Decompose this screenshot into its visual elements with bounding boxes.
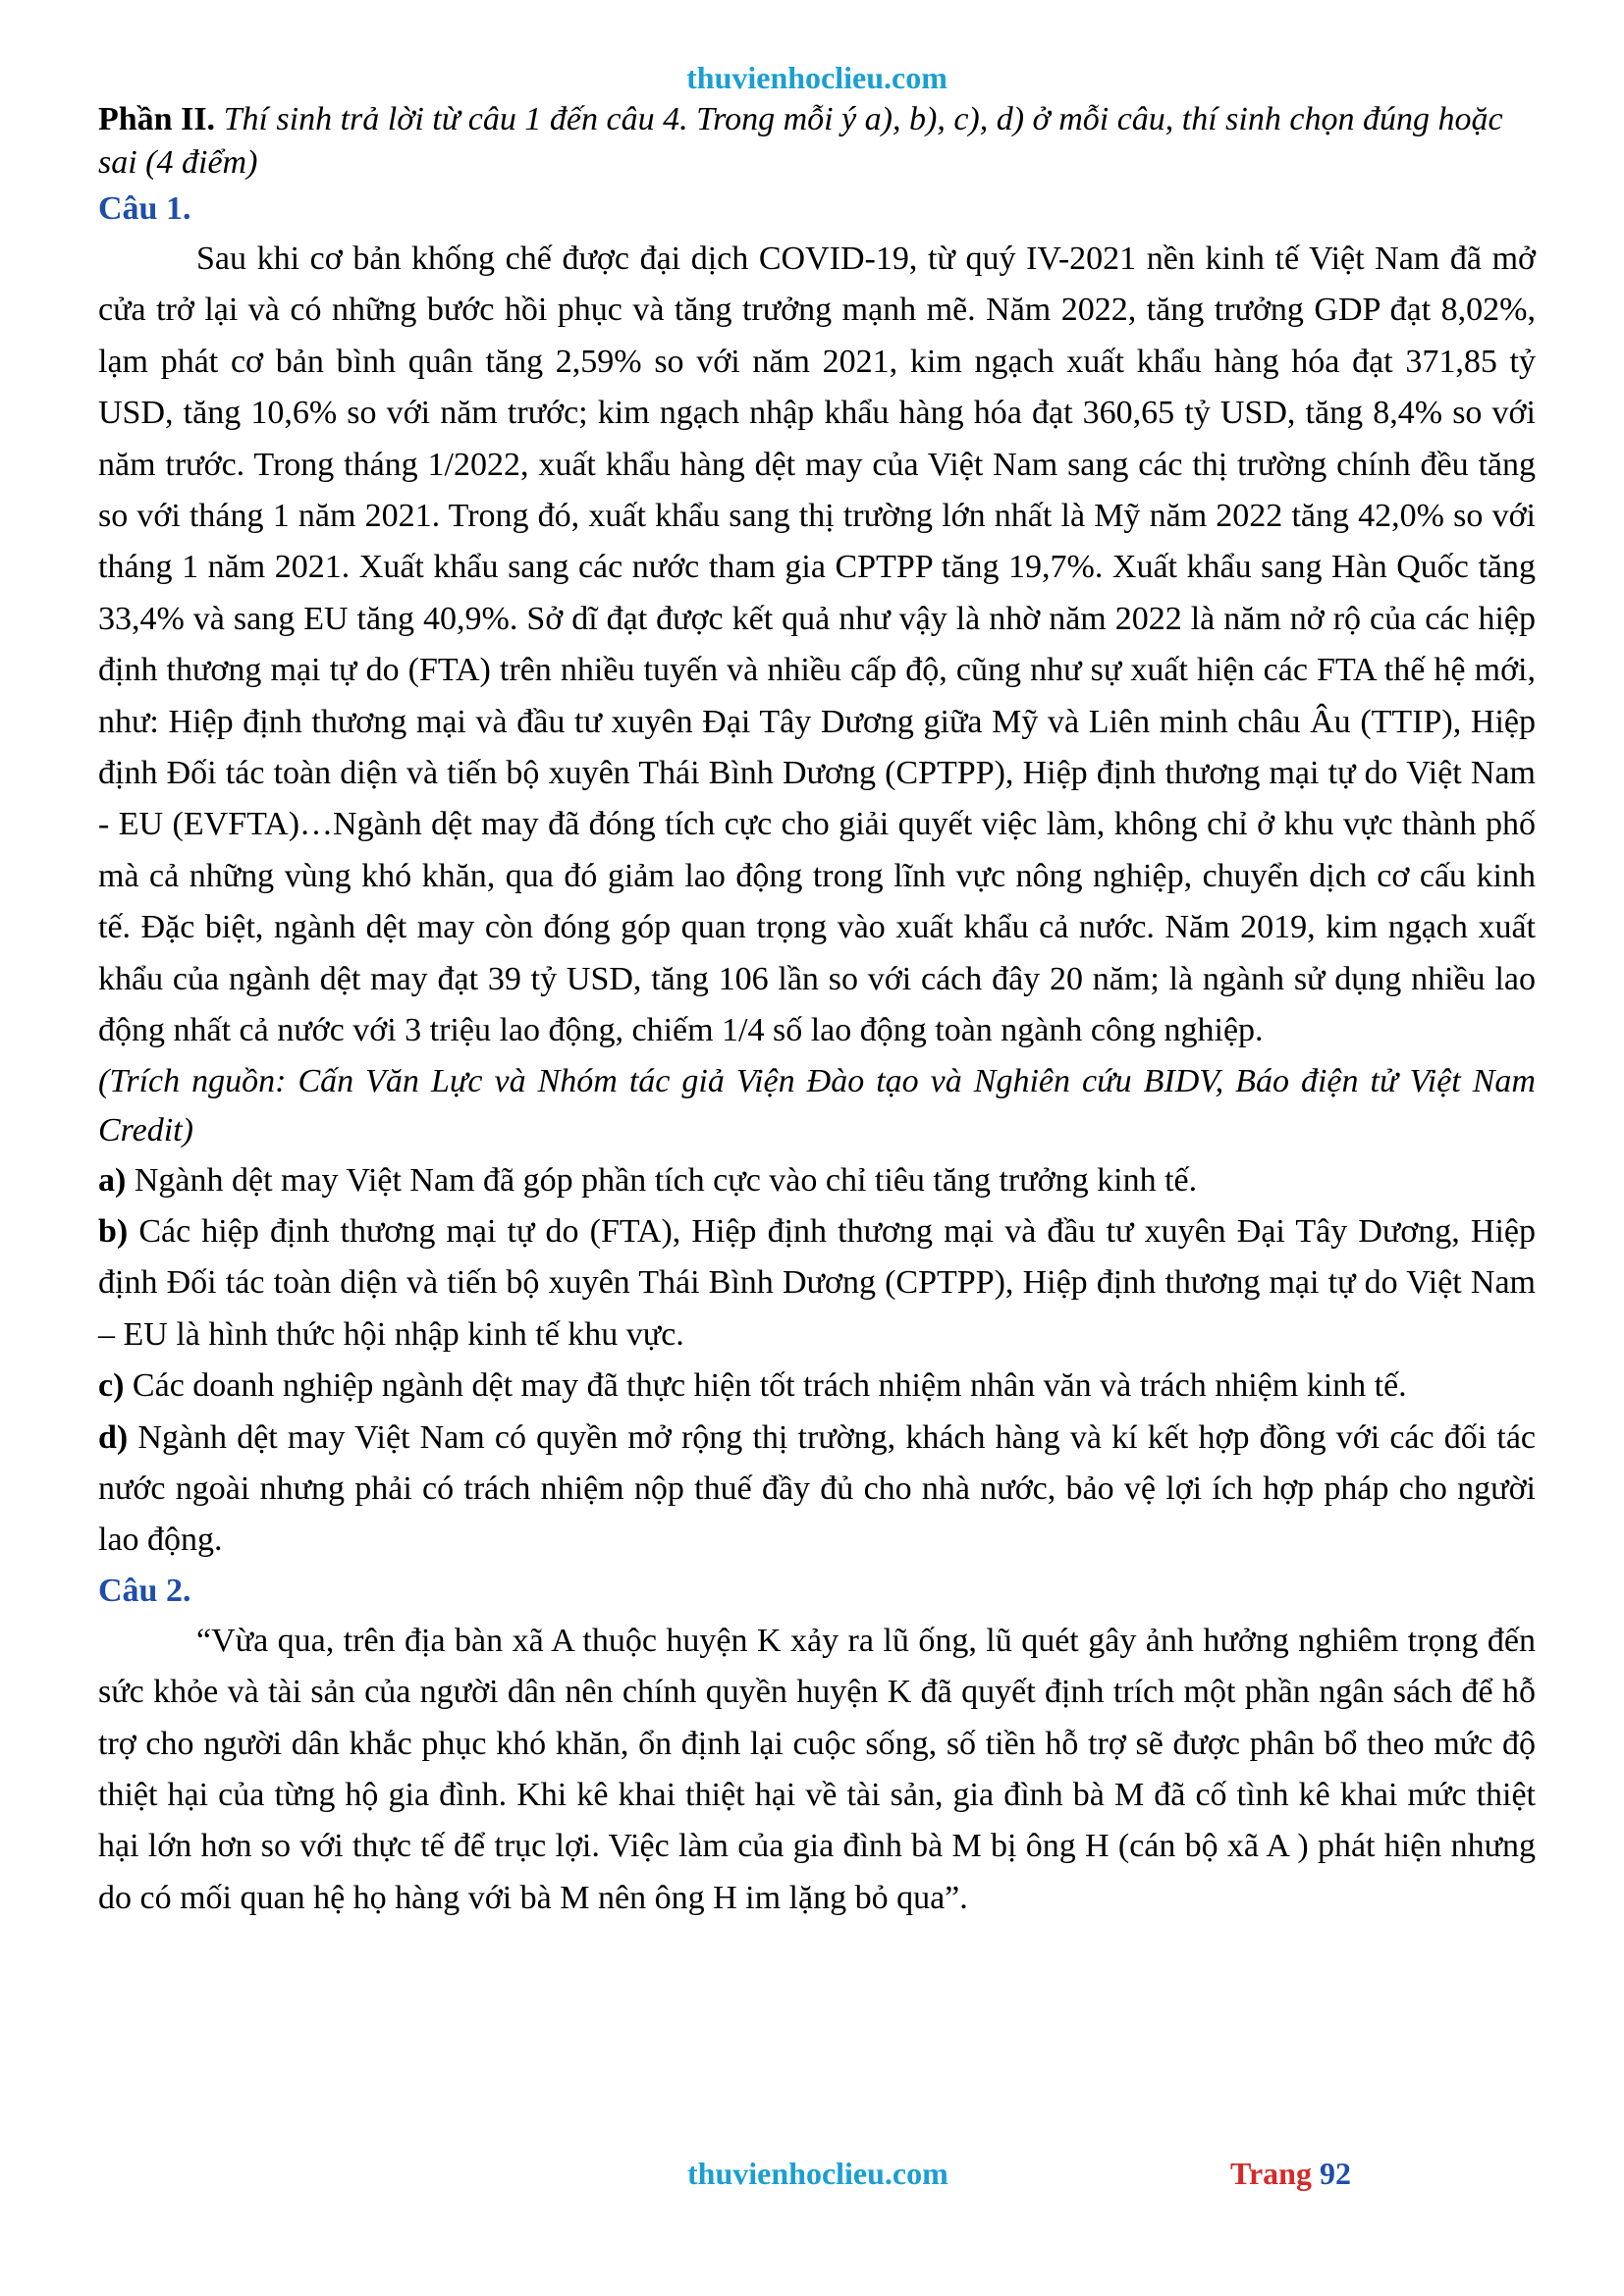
option-c <box>98 1361 1536 1412</box>
question-1-label: Câu 1. <box>98 190 191 227</box>
option-b <box>98 1206 1536 1361</box>
question-1-source: (Trích nguồn: Cấn Văn Lực và Nhóm tác giả Viện Đào tạo và Nghiên cứu BIDV, Báo điện tử Việt Nam Credit) <box>98 1062 1536 1148</box>
site-header[interactable]: thuvienhoclieu.com <box>686 60 947 95</box>
footer-site[interactable]: thuvienhoclieu.com <box>687 2156 948 2191</box>
footer-page-word: Trang <box>1230 2156 1312 2191</box>
option-d-label: d) <box>98 1418 129 1456</box>
option-d <box>98 1413 1536 1567</box>
page-footer <box>0 2156 1624 2205</box>
option-c-text: Các doanh nghiệp ngành dệt may đã thực hiện tốt trách nhiệm nhân văn và trách nhiệm kinh tế. <box>132 1367 1407 1405</box>
document-page <box>98 57 1536 1924</box>
option-a-label: a) <box>98 1161 127 1199</box>
question-1-passage: Sau khi cơ bản khống chế được đại dịch COVID-19, từ quý IV-2021 nền kinh tế Việt Nam đã mở cửa trở lại và có những bước hồi phục và tăng trưởng mạnh mẽ. Năm 2022, tăng trưởng GDP đạt 8,02%, lạm phát cơ bản bình quân tăng 2,59% so với năm 2021, kim ngạch xuất khẩu hàng hóa đạt 371,85 tỷ USD, tăng 10,6% so với năm trước; kim ngạch nhập khẩu hàng hóa đạt 360,65 tỷ USD, tăng 8,4% so với năm trước. Trong tháng 1/2022, xuất khẩu hàng dệt may của Việt Nam sang các thị trường chính đều tăng so với tháng 1 năm 2021. Trong đó, xuất khẩu sang thị trường lớn nhất là Mỹ năm 2022 tăng 42,0% so với tháng 1 năm 2021. Xuất khẩu sang các nước tham gia CPTPP tăng 19,7%. Xuất khẩu sang Hàn Quốc tăng 33,4% và sang EU tăng 40,9%. Sở dĩ đạt được kết quả như vậy là nhờ năm 2022 là năm nở rộ của các hiệp định thương mại tự do (FTA) trên nhiều tuyến và nhiều cấp độ, cũng như sự xuất hiện các FTA thế hệ mới, như: Hiệp định thương mại và đầu tư xuyên Đại Tây Dương giữa Mỹ và Liên minh châu Âu (TTIP), Hiệp định Đối tác toàn diện và tiến bộ xuyên Thái Bình Dương (CPTPP), Hiệp định thương mại tự do Việt Nam - EU (EVFTA)…Ngành dệt may đã đóng tích cực cho giải quyết việc làm, không chỉ ở khu vực thành phố mà cả những vùng khó khăn, qua đó giảm lao động trong lĩnh vực nông nghiệp, chuyển dịch cơ cấu kinh tế. Đặc biệt, ngành dệt may còn đóng góp quan trọng vào xuất khẩu cả nước. Năm 2019, kim ngạch xuất khẩu của ngành dệt may đạt 39 tỷ USD, tăng 106 lần so với cách đây 20 năm; là ngành sử dụng nhiều lao động nhất cả nước với 3 triệu lao động, chiếm 1/4 số lao động toàn ngành công nghiệp. <box>98 240 1536 1049</box>
footer-page-number <box>1230 2156 1351 2192</box>
option-c-label: c) <box>98 1367 125 1405</box>
option-d-text: Ngành dệt may Việt Nam có quyền mở rộng thị trường, khách hàng và kí kết hợp đồng với các đối tác nước ngoài nhưng phải có trách nhiệm nộp thuế đầy đủ cho nhà nước, bảo vệ lợi ích hợp pháp cho người lao động. <box>98 1418 1537 1559</box>
question-2-passage: “Vừa qua, trên địa bàn xã A thuộc huyện K xảy ra lũ ống, lũ quét gây ảnh hưởng nghiêm trọng đến sức khỏe và tài sản của người dân nên chính quyền huyện K đã quyết định trích một phần ngân sách để hỗ trợ cho người dân khắc phục khó khăn, ổn định lại cuộc sống, số tiền hỗ trợ sẽ được phân bổ theo mức độ thiệt hại của từng hộ gia đình. Khi kê khai thiệt hại về tài sản, gia đình bà M đã cố tình kê khai mức thiệt hại lớn hơn so với thực tế để trục lợi. Việc làm của gia đình bà M bị ông H (cán bộ xã A ) phát hiện nhưng do có mối quan hệ họ hàng với bà M nên ông H im lặng bỏ qua”. <box>98 1622 1536 1916</box>
part-label: Phần II. <box>98 101 216 137</box>
part-instruction: Thí sinh trả lời từ câu 1 đến câu 4. Trong mỗi ý a), b), c), d) ở mỗi câu, thí sinh chọn đúng hoặc sai (4 điểm) <box>98 101 1503 181</box>
option-b-text: Các hiệp định thương mại tự do (FTA), Hiệp định thương mại và đầu tư xuyên Đại Tây Dương, Hiệp định Đối tác toàn diện và tiến bộ xuyên Thái Bình Dương (CPTPP), Hiệp định thương mại tự do Việt Nam – EU là hình thức hội nhập kinh tế khu vực. <box>98 1212 1536 1353</box>
question-2-label: Câu 2. <box>98 1572 191 1609</box>
option-a-text: Ngành dệt may Việt Nam đã góp phần tích cực vào chỉ tiêu tăng trưởng kinh tế. <box>134 1161 1198 1199</box>
footer-page-value: 92 <box>1319 2156 1351 2191</box>
option-b-label: b) <box>98 1212 129 1250</box>
option-a <box>98 1155 1536 1206</box>
part-heading <box>98 98 1536 185</box>
